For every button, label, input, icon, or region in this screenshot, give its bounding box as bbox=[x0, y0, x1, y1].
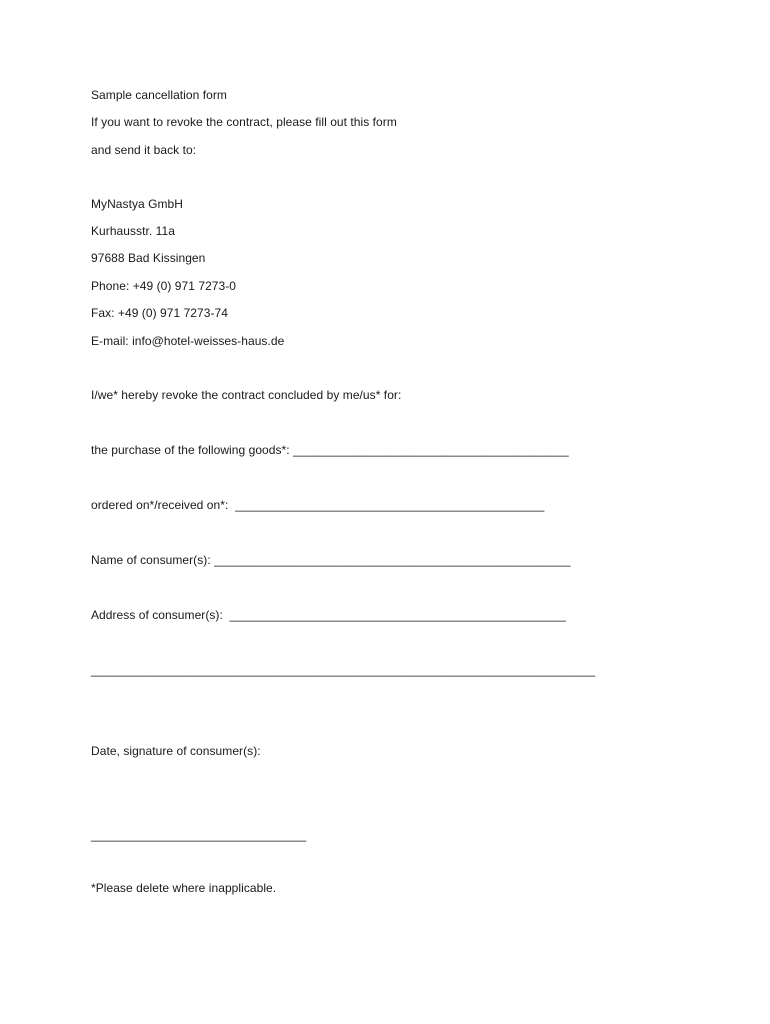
company-email: E-mail: info@hotel-weisses-haus.de bbox=[91, 334, 285, 348]
consumer-address-field: Address of consumer(s): __________________________________________________ bbox=[91, 608, 566, 622]
intro-line-1: If you want to revoke the contract, please fill out this form bbox=[91, 115, 397, 129]
footnote: *Please delete where inapplicable. bbox=[91, 881, 277, 895]
consumer-name-field: Name of consumer(s): _____________________________________________________ bbox=[91, 553, 571, 567]
revoke-statement: I/we* hereby revoke the contract concluded by me/us* for: bbox=[91, 388, 402, 402]
ordered-received-field: ordered on*/received on*: ______________________________________________ bbox=[91, 498, 545, 512]
company-fax: Fax: +49 (0) 971 7273-74 bbox=[91, 306, 228, 320]
goods-field: the purchase of the following goods*: _________________________________________ bbox=[91, 443, 569, 457]
form-title: Sample cancellation form bbox=[91, 88, 227, 102]
company-street: Kurhausstr. 11a bbox=[91, 224, 175, 238]
signature-label: Date, signature of consumer(s): bbox=[91, 744, 261, 758]
consumer-address-continuation: ___________________________________________________________________________ bbox=[91, 663, 596, 677]
company-name: MyNastya GmbH bbox=[91, 197, 183, 211]
company-phone: Phone: +49 (0) 971 7273-0 bbox=[91, 279, 237, 293]
signature-line: ________________________________ bbox=[91, 828, 307, 842]
intro-line-2: and send it back to: bbox=[91, 143, 197, 157]
company-city: 97688 Bad Kissingen bbox=[91, 251, 206, 265]
